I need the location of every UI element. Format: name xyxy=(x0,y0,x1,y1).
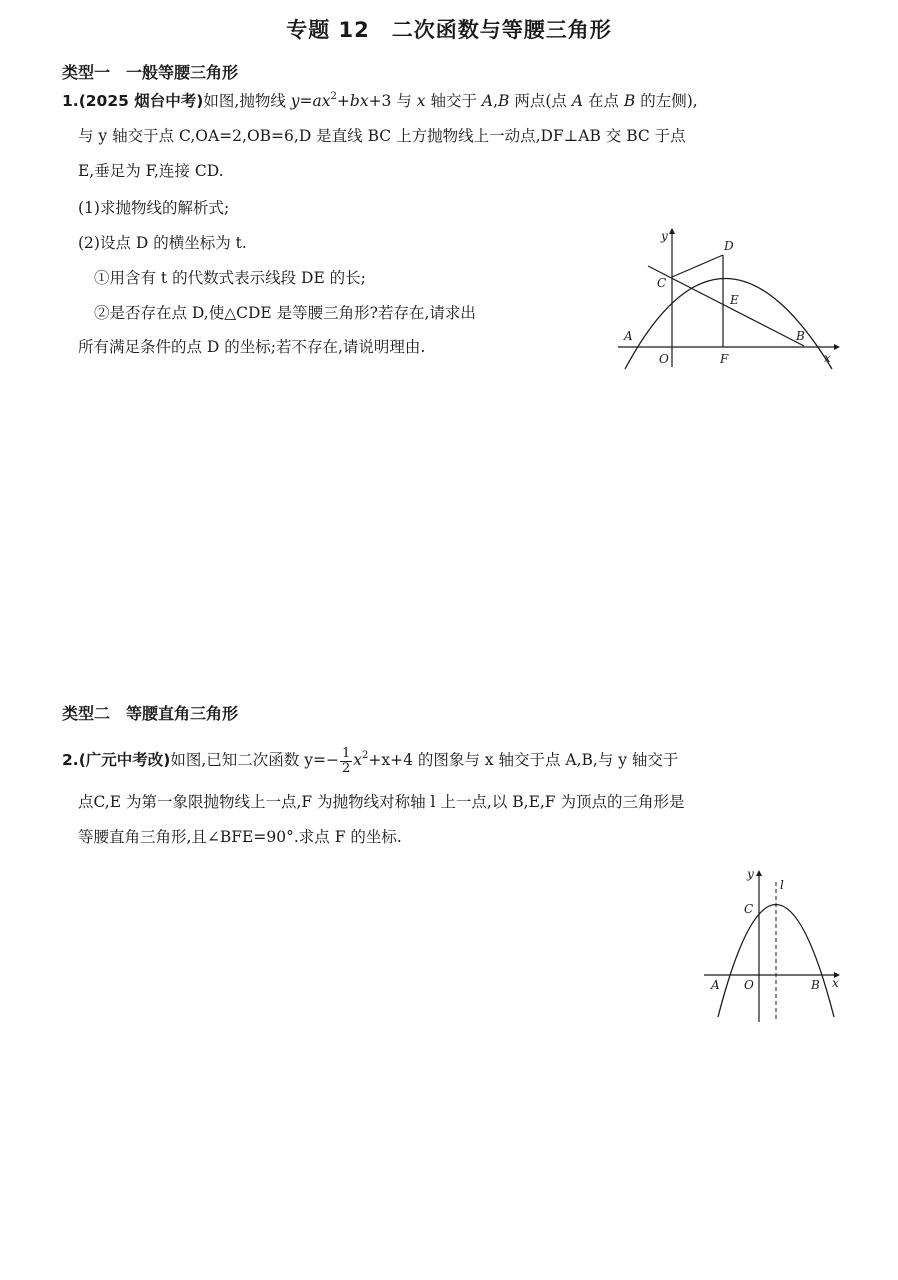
q1-label-y: y xyxy=(661,229,668,243)
q1-segment-cd xyxy=(672,255,723,277)
q2-line1: 2.(广元中考改)如图,已知二次函数 y=− $\frac{1}{2}$ $x^2+x+4$ 的图象与 x 轴交于点 A,B,与 y 轴交于 xyxy=(62,745,679,776)
q1-label-f: F xyxy=(720,352,729,366)
q1-parabola xyxy=(625,279,832,370)
q1-sub2a: ②是否存在点 D,使△CDE 是等腰三角形?若存在,请求出 xyxy=(94,304,476,322)
section-heading-type1: 类型一 一般等腰三角形 xyxy=(62,63,239,82)
q2-label-b: B xyxy=(811,978,820,992)
q2-label-x: x xyxy=(832,976,839,990)
q2-line2: 点C,E 为第一象限抛物线上一点,F 为抛物线对称轴 l 上一点,以 B,E,F 为顶点的三角形是 xyxy=(78,793,685,811)
q1-source: (2025 烟台中考) xyxy=(78,92,204,110)
q2-label-a: A xyxy=(711,978,720,992)
q2-fraction: $\frac{1}{2}$ xyxy=(341,745,351,776)
q1-label-o: O xyxy=(659,352,669,366)
q2-figure xyxy=(700,862,850,1024)
q1-label-a: A xyxy=(624,329,633,343)
q1-part1: (1)求抛物线的解析式; xyxy=(78,199,230,217)
q2-label-y: y xyxy=(747,867,754,881)
q2-source: (广元中考改) xyxy=(78,751,171,769)
q2-y-axis-arrow xyxy=(756,870,762,876)
q1-label-x: x xyxy=(824,351,831,365)
q1-sub1: ①用含有 t 的代数式表示线段 DE 的长; xyxy=(94,269,366,287)
q1-part2: (2)设点 D 的横坐标为 t. xyxy=(78,234,247,252)
q2-label-l: l xyxy=(780,878,784,892)
q1-x-axis-arrow xyxy=(834,344,840,350)
section-heading-type2: 类型二 等腰直角三角形 xyxy=(62,704,239,723)
page-title: 专题 12 二次函数与等腰三角形 xyxy=(286,18,612,42)
q1-line2: 与 y 轴交于点 C,OA=2,OB=6,D 是直线 BC 上方抛物线上一动点,DF⊥AB 交 BC 于点 xyxy=(78,127,686,145)
q2-label-o: O xyxy=(744,978,754,992)
q1-sub2b: 所有满足条件的点 D 的坐标;若不存在,请说明理由. xyxy=(78,338,426,356)
q1-label-b: B xyxy=(796,329,805,343)
q1-figure xyxy=(612,222,848,372)
q2-label-c: C xyxy=(744,902,754,916)
q1-label-d: D xyxy=(724,239,734,253)
q1-number: 1. xyxy=(62,92,79,110)
q1-label-e: E xyxy=(730,293,739,307)
q1-line3: E,垂足为 F,连接 CD. xyxy=(78,162,224,180)
q2-line3: 等腰直角三角形,且∠BFE=90°.求点 F 的坐标. xyxy=(78,828,402,846)
q1-label-c: C xyxy=(657,276,667,290)
q1-y-axis-arrow xyxy=(669,228,675,234)
q1-line1: 1.(2025 烟台中考)如图,抛物线 $y=ax^2+bx+3$ 与 x 轴交于 A,B 两点(点 A 在点 B 的左侧), xyxy=(62,91,698,110)
q2-number: 2. xyxy=(62,751,79,769)
